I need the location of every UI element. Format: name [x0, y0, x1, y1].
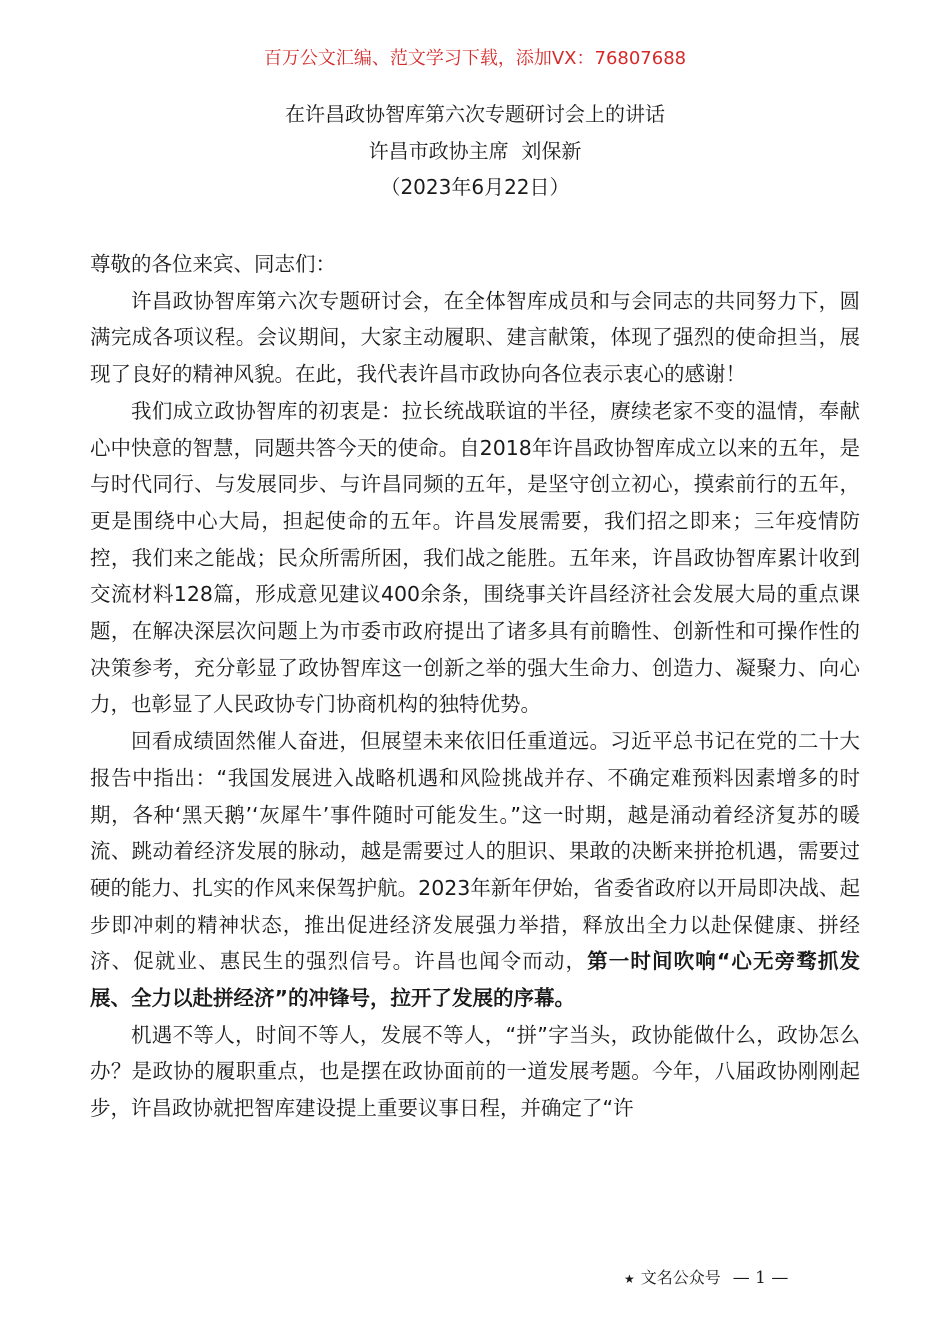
page-number: — 1 — [732, 1268, 789, 1288]
speech-title: 在许昌政协智库第六次专题研讨会上的讲话 [285, 102, 665, 126]
paragraph-3-bold-text: 第一时间吹响“心无旁骛抓发展、全力以赴拼经济”的冲锋号，拉开了发展的序幕。 [90, 949, 860, 1011]
page-footer [624, 1266, 854, 1291]
salutation: 尊敬的各位来宾、同志们： [90, 252, 336, 276]
speech-body [90, 246, 860, 1127]
star-icon: ★ [624, 1272, 635, 1286]
download-banner: 百万公文汇编、范文学习下载，添加VX：76807688 [263, 48, 687, 69]
paragraph-1: 许昌政协智库第六次专题研讨会，在全体智库成员和与会同志的共同努力下，圆满完成各项议程。会议期间，大家主动履职、建言献策，体现了强烈的使命担当，展现了良好的精神风貌。在此，我代表许昌市政协向各位表示衷心的感谢！ [90, 288, 860, 387]
paragraph-2: 我们成立政协智库的初衷是：拉长统战联谊的半径，赓续老家不变的温情，奉献心中快意的智慧，同题共答今天的使命。自2018年许昌政协智库成立以来的五年，是与时代同行、与发展同步、与许昌同频的五年，是坚守创立初心，摸索前行的五年，更是围绕中心大局，担起使命的五年。许昌发展需要，我们招之即来；三年疫情防控，我们来之能战；民众所需所困，我们战之能胜。五年来，许昌政协智库累计收到交流材料128篇，形成意见建议400余条，围绕事关许昌经济社会发展大局的重点课题，在解决深层次问题上为市委市政府提出了诸多具有前瞻性、创新性和可操作性的决策参考，充分彰显了政协智库这一创新之举的强大生命力、创造力、凝聚力、向心力，也彰显了人民政协专门协商机构的独特优势。 [90, 398, 860, 717]
footer-label: 文名公众号 [640, 1268, 721, 1287]
paragraph-3 [90, 723, 860, 1017]
paragraph-4: 机遇不等人，时间不等人，发展不等人，“拼”字当头，政协能做什么，政协怎么办？是政协的履职重点，也是摆在政协面前的一道发展考题。今年，八届政协刚刚起步，许昌政协就把智库建设提上重要议事日程，并确定了“许 [90, 1022, 860, 1121]
speech-date: （2023年6月22日） [380, 175, 570, 199]
paragraph-3-text: 回看成绩固然催人奋进，但展望未来依旧任重道远。习近平总书记在党的二十大报告中指出：“我国发展进入战略机遇和风险挑战并存、不确定难预料因素增多的时期，各种‘黑天鹅’‘灰犀牛’事件随时可能发生。”这一时期，越是涌动着经济复苏的暖流、跳动着经济发展的脉动，越是需要过人的胆识、果敢的决断来拼抢机遇，需要过硬的能力、扎实的作风来保驾护航。2023年新年伊始，省委省政府以开局即决战、起步即冲刺的精神状态，推出促进经济发展强力举措，释放出全力以赴保健康、拼经济、促就业、惠民生的强烈信号。许昌也闻令而动， [90, 729, 860, 974]
speech-author: 许昌市政协主席 刘保新 [368, 139, 582, 163]
